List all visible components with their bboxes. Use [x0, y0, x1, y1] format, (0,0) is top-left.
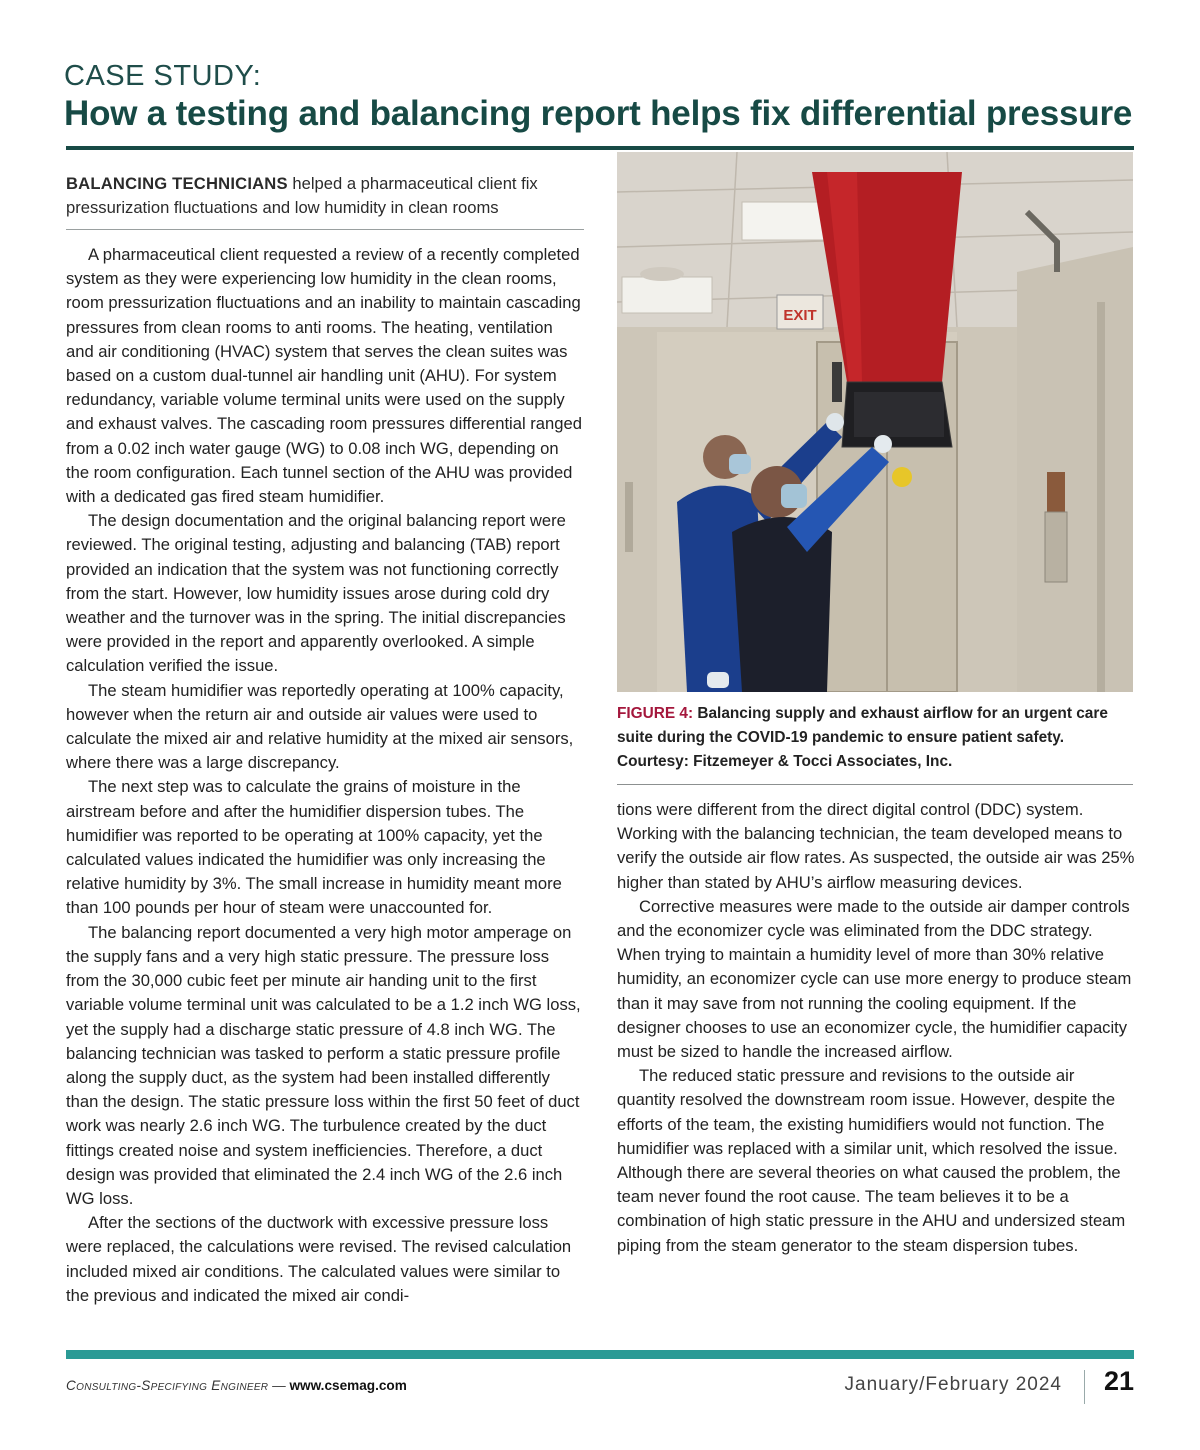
caption-rule [617, 784, 1133, 785]
article-kicker: CASE STUDY: [64, 60, 262, 92]
footer-dash: — [268, 1378, 290, 1393]
paragraph: tions were different from the direct digital control (DDC) system. Working with the balancing technician, the team developed means to verify the outside air flow rates. As suspected, the outside air was 25% higher than stated by AHU’s airflow measuring devices. [617, 800, 1135, 892]
footer-publication [66, 1378, 407, 1393]
deck-lead: BALANCING TECHNICIANS [66, 174, 288, 193]
paragraph: The reduced static pressure and revisions to the outside air quantity resolved the downstream room issue. However, despite the efforts of the team, the existing humidifiers would not function. The humidifier was replaced with a similar unit, which resolved the issue. Although there are several theories on what caused the problem, the team never found the root cause. The team believes it to be a combination of high static pressure in the AHU and undersized steam piping from the steam generator to the steam dispersion tubes. [617, 1066, 1126, 1255]
deck-rule [66, 229, 584, 230]
figure-label: FIGURE 4: [617, 705, 694, 722]
article-headline: How a testing and balancing report helps fix differential pressure [64, 94, 1133, 133]
footer-bar [66, 1350, 1134, 1359]
right-column [617, 798, 1135, 1258]
paragraph: A pharmaceutical client requested a review of a recently completed system as they were experiencing low humidity in the clean rooms, room pressurization fluctuations and an inability to maintain cascading pressures from clean rooms to anti rooms. The heating, ventilation and air conditioning (HVAC) system that serves the clean suites was based on a custom dual-tunnel air handling unit (AHU). For system redundancy, variable volume terminal units were used on the supply and exhaust valves. The cascading room pressures differential ranged from a 0.02 inch water gauge (WG) to 0.08 inch WG, depending on the room configuration. Each tunnel section of the AHU was provided with a dedicated gas fired steam humidifier. [66, 245, 582, 507]
headline-rule [66, 146, 1134, 150]
publication-name: Consulting-Specifying Engineer [66, 1378, 269, 1393]
paragraph: After the sections of the ductwork with excessive pressure loss were replaced, the calculations were revised. The revised calculation included mixed air conditions. The calculated values were similar to the previous and indicated the mixed air condi- [66, 1213, 572, 1305]
figure-caption [617, 702, 1133, 774]
figure-photo [617, 152, 1133, 692]
footer-separator [1084, 1370, 1085, 1404]
exit-sign-label: EXIT [783, 307, 817, 324]
paragraph: The design documentation and the original balancing report were reviewed. The original testing, adjusting and balancing (TAB) report provided an indication that the system was not functioning correctly from the start. However, low humidity issues arose during cold dry weather and the turnover was in the spring. The initial discrepancies were provided in the report and apparently overlooked. A simple calculation verified the issue. [66, 511, 566, 676]
deck-text: helped a pharmaceutical client fix pressurization fluctuations and low humidity in clean rooms [66, 174, 538, 217]
paragraph: The next step was to calculate the grains of moisture in the airstream before and after the humidifier dispersion tubes. The humidifier was reported to be operating at 100% capacity, yet the calculated values indicated the humidifier was only increasing the relative humidity by 3%. The small increase in humidity meant more than 100 pounds per hour of steam were unaccounted for. [66, 777, 562, 918]
left-column [66, 243, 584, 1308]
paragraph: Corrective measures were made to the outside air damper controls and the economizer cycle was eliminated from the DDC strategy. When trying to maintain a humidity level of more than 30% relative humidity, an economizer cycle can use more energy to produce steam than it may save from not running the cooling equipment. If the designer chooses to use an economizer cycle, the humidifier capacity must be sized to handle the increased airflow. [617, 896, 1132, 1062]
paragraph: The steam humidifier was reportedly operating at 100% capacity, however when the return air and outside air values were used to calculate the mixed air and relative humidity at the mixed air sensors, where there was a large discrepancy. [66, 680, 574, 773]
paragraph: The balancing report documented a very high motor amperage on the supply fans and a very high static pressure. The pressure loss from the 30,000 cubic feet per minute air handing unit to the first variable volume terminal unit was calculated to be a 1.2 inch WG loss, yet the supply had a discharge static pressure of 4.8 inch WG. The balancing technician was tasked to perform a static pressure profile along the supply duct, as the system had been installed differently than the design. The static pressure loss within the first 50 feet of duct work was nearly 2.6 inch WG. The turbulence created by the duct fittings created noise and system inefficiencies. Therefore, a duct design was provided that eliminated the 2.4 inch WG of the 2.6 inch WG loss. [66, 922, 581, 1208]
figure-caption-text: Balancing supply and exhaust airflow for an urgent care suite during the COVID-19 pandemic to ensure patient safety. Courtesy: Fitzemeyer & Tocci Associates, Inc. [617, 705, 1108, 770]
publication-url-link[interactable]: www.csemag.com [289, 1378, 407, 1393]
issue-date: January/February 2024 [844, 1374, 1062, 1395]
page-number: 21 [1103, 1366, 1134, 1396]
article-deck [66, 172, 584, 220]
